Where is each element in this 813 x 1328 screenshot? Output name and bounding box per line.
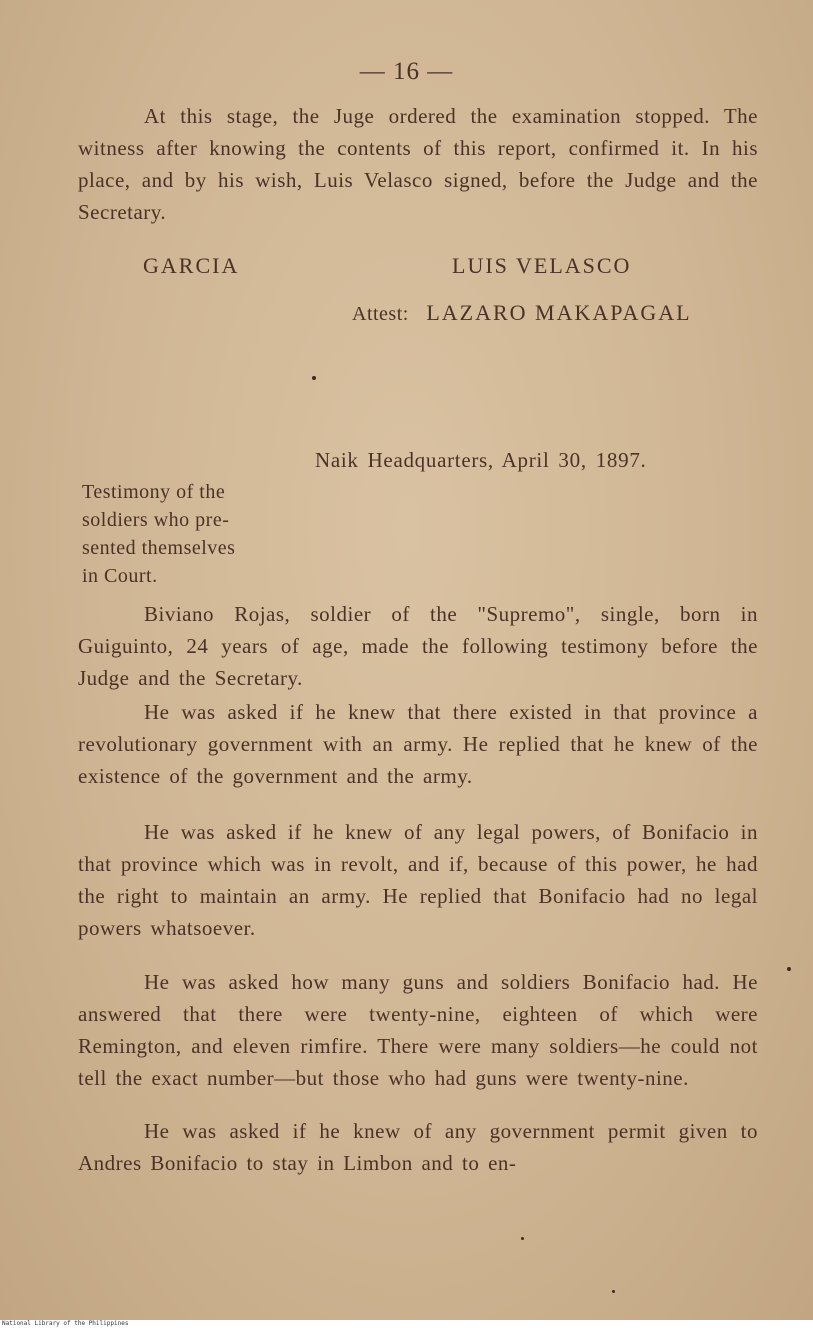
- signature-garcia: GARCIA: [143, 253, 240, 278]
- ink-speck: [787, 967, 791, 971]
- margin-note-line: Testimony of the: [82, 481, 226, 503]
- paragraph-text: He was asked how many guns and soldiers Bonifacio had. He answered that there were twenty-nine, eighteen of which were Remington, and eleven rimfire. There were many soldiers—he could not tell the exact number—but those who had guns were twenty-nine.: [78, 970, 758, 1090]
- margin-note: [82, 478, 282, 590]
- location-date: Naik Headquarters, April 30, 1897.: [315, 448, 647, 472]
- testimony-paragraph-1: [78, 598, 758, 694]
- margin-note-line: soldiers who pre-: [82, 509, 230, 531]
- testimony-paragraph-3: [78, 816, 758, 944]
- margin-note-line: sented themselves: [82, 537, 236, 559]
- paragraph-text: At this stage, the Juge ordered the examination stopped. The witness after knowing the contents of this report, confirmed it. In his place, and by his wish, Luis Velasco signed, before the Judge and the Secretary.: [78, 104, 758, 224]
- ink-speck: [312, 376, 316, 380]
- paragraph-text: He was asked if he knew that there existed in that province a revolutionary government with an army. He replied that he knew of the existence of the government and the army.: [78, 700, 758, 788]
- paragraph-text: He was asked if he knew of any legal powers, of Bonifacio in that province which was in revolt, and if, because of this power, he had the right to maintain an army. He replied that Bonifacio had no legal powers whatsoever.: [78, 820, 758, 940]
- attest-name: LAZARO MAKAPAGAL: [426, 300, 692, 325]
- signature-luis-velasco: LUIS VELASCO: [452, 253, 632, 278]
- testimony-paragraph-5: [78, 1115, 758, 1179]
- testimony-paragraph-4: [78, 966, 758, 1094]
- page-number: — 16 —: [359, 58, 454, 85]
- paragraph-text: He was asked if he knew of any government permit given to Andres Bonifacio to stay in Limbon and to en-: [78, 1119, 758, 1175]
- ink-speck: [612, 1290, 615, 1293]
- testimony-paragraph-2: [78, 696, 758, 792]
- attest-line: [352, 300, 692, 326]
- margin-note-line: in Court.: [82, 565, 158, 587]
- paragraph-text: Biviano Rojas, soldier of the "Supremo", single, born in Guiguinto, 24 years of age, made the following testimony before the Judge and the Secretary.: [78, 602, 758, 690]
- intro-paragraph: [78, 100, 758, 228]
- ink-speck: [521, 1237, 524, 1240]
- attest-label: Attest:: [352, 303, 409, 325]
- footer-credit: National Library of the Philippines: [0, 1320, 813, 1328]
